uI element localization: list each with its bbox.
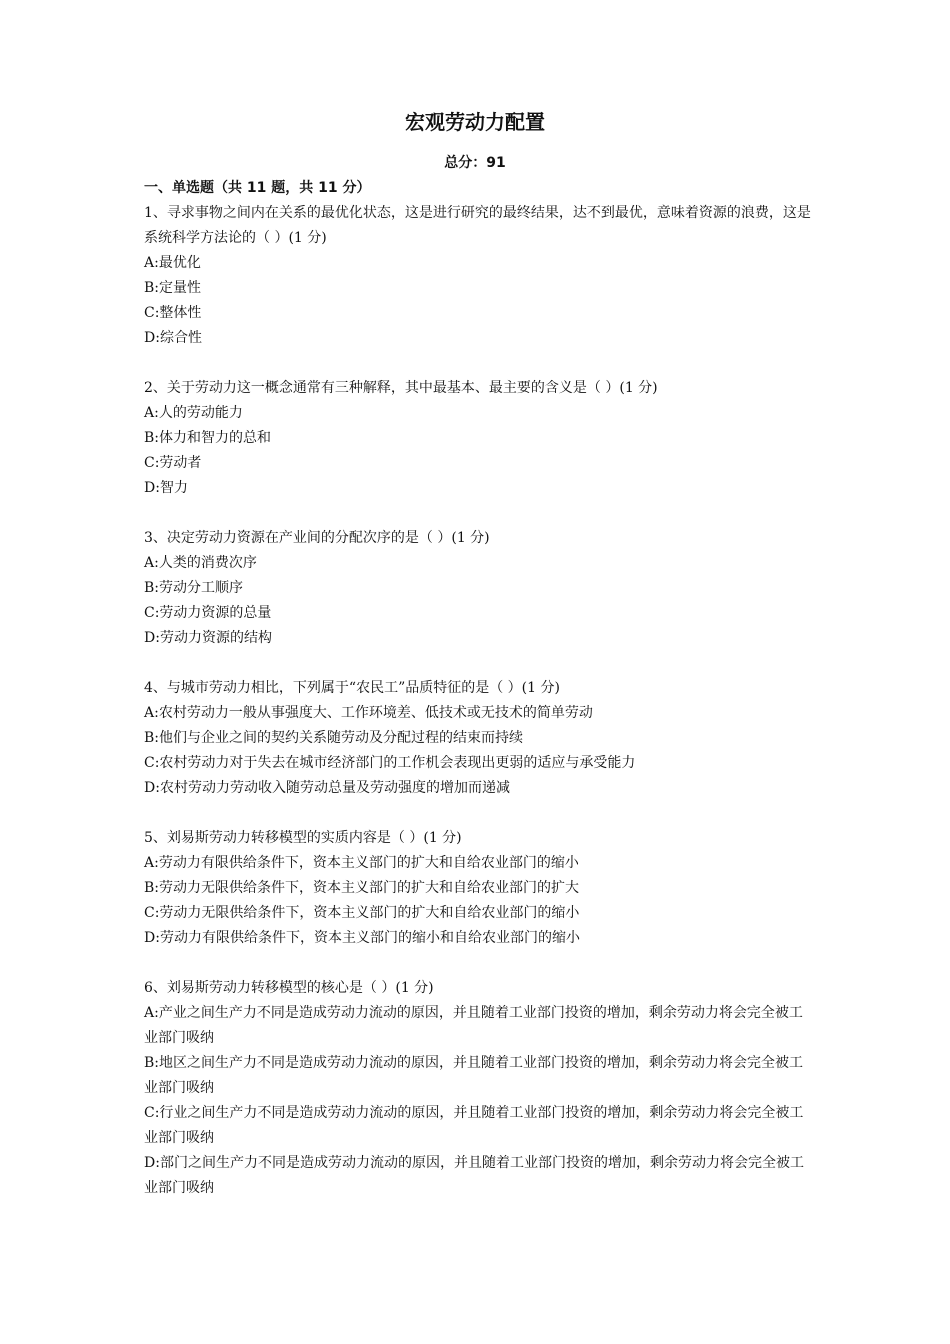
question-4 xyxy=(144,676,816,801)
option-b: B:地区之间生产力不同是造成劳动力流动的原因，并且随着工业部门投资的增加，剩余劳动力将会完全被工业部门吸纳 xyxy=(144,1055,804,1096)
option-c: C:劳动力无限供给条件下，资本主义部门的扩大和自给农业部门的缩小 xyxy=(144,905,580,921)
question-stem: 1、寻求事物之间内在关系的最优化状态，这是进行研究的最终结果，达不到最优，意味着资源的浪费，这是系统科学方法论的（ ）(1 分) xyxy=(144,205,811,246)
question-stem: 6、刘易斯劳动力转移模型的核心是（ ）(1 分) xyxy=(144,980,434,996)
option-b: B:定量性 xyxy=(144,280,202,296)
option-d: D:劳动力有限供给条件下，资本主义部门的缩小和自给农业部门的缩小 xyxy=(144,930,580,946)
total-score: 总分：91 xyxy=(444,155,506,171)
option-d: D:部门之间生产力不同是造成劳动力流动的原因，并且随着工业部门投资的增加，剩余劳动力将会完全被工业部门吸纳 xyxy=(144,1155,804,1196)
option-b: B:劳动力无限供给条件下，资本主义部门的扩大和自给农业部门的扩大 xyxy=(144,880,580,896)
exam-content xyxy=(144,177,816,1226)
option-d: D:综合性 xyxy=(144,330,202,346)
question-6 xyxy=(144,976,816,1201)
option-c: C:农村劳动力对于失去在城市经济部门的工作机会表现出更弱的适应与承受能力 xyxy=(144,755,636,771)
question-1 xyxy=(144,201,816,351)
option-d: D:智力 xyxy=(144,480,188,496)
page-title: 宏观劳动力配置 xyxy=(405,110,545,134)
option-a: A:产业之间生产力不同是造成劳动力流动的原因，并且随着工业部门投资的增加，剩余劳动力将会完全被工业部门吸纳 xyxy=(144,1005,803,1046)
question-3 xyxy=(144,526,816,651)
option-b: B:体力和智力的总和 xyxy=(144,430,272,446)
question-stem: 5、刘易斯劳动力转移模型的实质内容是（ ）(1 分) xyxy=(144,830,462,846)
question-stem: 4、与城市劳动力相比，下列属于“农民工”品质特征的是（ ）(1 分) xyxy=(144,680,560,696)
question-stem: 2、关于劳动力这一概念通常有三种解释，其中最基本、最主要的含义是（ ）(1 分) xyxy=(144,380,658,396)
option-a: A:农村劳动力一般从事强度大、工作环境差、低技术或无技术的简单劳动 xyxy=(144,705,593,721)
question-stem: 3、决定劳动力资源在产业间的分配次序的是（ ）(1 分) xyxy=(144,530,490,546)
option-a: A:劳动力有限供给条件下，资本主义部门的扩大和自给农业部门的缩小 xyxy=(144,855,579,871)
option-a: A:最优化 xyxy=(144,255,201,271)
question-5 xyxy=(144,826,816,951)
option-a: A:人的劳动能力 xyxy=(144,405,243,421)
question-2 xyxy=(144,376,816,501)
option-c: C:行业之间生产力不同是造成劳动力流动的原因，并且随着工业部门投资的增加，剩余劳动力将会完全被工业部门吸纳 xyxy=(144,1105,804,1146)
option-d: D:劳动力资源的结构 xyxy=(144,630,272,646)
option-d: D:农村劳动力劳动收入随劳动总量及劳动强度的增加而递减 xyxy=(144,780,510,796)
option-b: B:劳动分工顺序 xyxy=(144,580,244,596)
option-c: C:劳动者 xyxy=(144,455,202,471)
option-c: C:劳动力资源的总量 xyxy=(144,605,272,621)
option-a: A:人类的消费次序 xyxy=(144,555,257,571)
option-b: B:他们与企业之间的契约关系随劳动及分配过程的结束而持续 xyxy=(144,730,524,746)
section-heading: 一、单选题（共 11 题，共 11 分） xyxy=(144,180,371,196)
option-c: C:整体性 xyxy=(144,305,202,321)
